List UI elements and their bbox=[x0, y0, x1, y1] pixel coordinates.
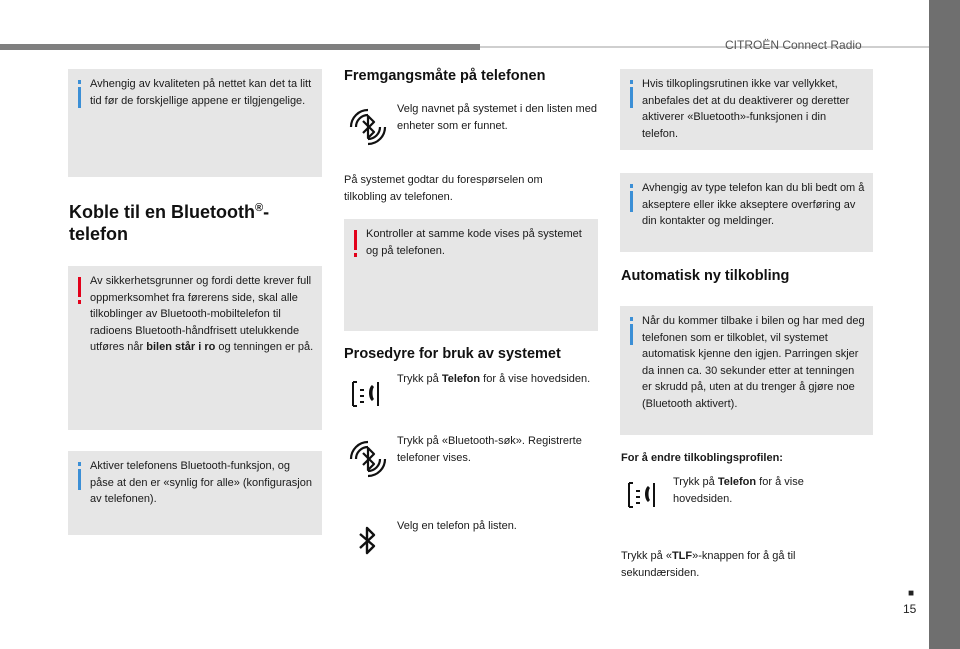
info-text: Hvis tilkoplingsrutinen ikke var vellykket, anbefales det at du deaktiverer og deretter aktiverer «Bluetooth»-funksjonen i din telefon. bbox=[642, 78, 850, 140]
warning-icon bbox=[354, 230, 357, 250]
info-box-2 bbox=[68, 451, 322, 535]
warning-icon-dot bbox=[354, 253, 357, 257]
warning-icon bbox=[78, 277, 81, 297]
info-text: Aktiver telefonens Bluetooth-funksjon, og påse at den er «synlig for alle» (konfigurasjon av telefonen). bbox=[90, 460, 312, 505]
paragraph-tlf bbox=[621, 548, 841, 581]
info-text: Avhengig av type telefon kan du bli bedt om å akseptere eller ikke akseptere overføring av din kontakter og meldinger. bbox=[642, 182, 865, 227]
heading-system-procedure: Prosedyre for bruk av systemet bbox=[344, 346, 561, 362]
phone-icon bbox=[350, 376, 384, 415]
info-icon-bar bbox=[630, 87, 633, 108]
header-rule bbox=[0, 44, 480, 50]
info-text: Når du kommer tilbake i bilen og har med deg telefonen som er tilkoblet, vil systemet automatisk kjenne den igjen. Parringen skjer da innen ca. 30 sekunder etter at tenningen er skrudd på, uten at du trenger å gjøre noe (Bluetooth aktivert). bbox=[642, 315, 865, 410]
registered-mark: ® bbox=[255, 202, 264, 214]
warning-text bbox=[90, 273, 314, 356]
tlf-text-bold: TLF bbox=[671, 550, 693, 562]
brand-label: CITROËN Connect Radio bbox=[725, 38, 862, 52]
bluetooth-scan-icon bbox=[347, 438, 389, 485]
title-text-line2: telefon bbox=[69, 224, 129, 244]
info-icon bbox=[630, 317, 633, 321]
info-box-4 bbox=[620, 173, 873, 252]
step-select-system: Velg navnet på systemet i den listen med enheter som er funnet. bbox=[397, 103, 597, 132]
info-box-3 bbox=[620, 69, 873, 150]
step-text-b: for å vise hovedsiden. bbox=[480, 373, 591, 385]
bluetooth-icon bbox=[357, 524, 379, 563]
title-text: Koble til en Bluetooth bbox=[69, 202, 255, 222]
warning-text-bold: bilen står i ro bbox=[146, 341, 216, 353]
step-select-phone: Velg en telefon på listen. bbox=[397, 520, 517, 532]
info-icon bbox=[78, 462, 81, 466]
step-press-phone-2 bbox=[673, 474, 863, 507]
subheading-profile: For å endre tilkoblingsprofilen: bbox=[621, 452, 783, 464]
side-tab bbox=[929, 0, 960, 649]
section-title bbox=[69, 197, 319, 245]
heading-auto-reconnect: Automatisk ny tilkobling bbox=[621, 268, 790, 284]
warning-box-code bbox=[344, 219, 598, 331]
tlf-text-b: »-knappen for å gå til sekundærsiden. bbox=[621, 550, 796, 579]
info-box-5 bbox=[620, 306, 873, 435]
phone-icon bbox=[626, 477, 660, 516]
info-text: Avhengig av kvaliteten på nettet kan det ta litt tid før de forskjellige appene er tilgjengelige. bbox=[90, 78, 312, 107]
step-bluetooth-search: Trykk på «Bluetooth-søk». Registrerte telefoner vises. bbox=[397, 435, 582, 464]
step-text-bold: Telefon bbox=[441, 373, 481, 385]
warning-text-a: Av sikkerhetsgrunner og fordi dette krever full oppmerksomhet fra førerens side, skal alle tilkoblinger av Bluetooth-mobiltelefon til radioens Bluetooth-håndfrisett utelukkende utføres når bbox=[90, 275, 312, 353]
info-icon bbox=[630, 184, 633, 188]
step-press-phone bbox=[397, 371, 597, 388]
tlf-text-a: Trykk på « bbox=[621, 550, 672, 562]
step-text-b: for å vise hovedsiden. bbox=[673, 476, 804, 505]
info-icon-bar bbox=[78, 87, 81, 108]
bluetooth-scan-icon bbox=[347, 106, 389, 153]
step-text-a: Trykk på bbox=[397, 373, 442, 385]
info-icon-bar bbox=[78, 469, 81, 490]
heading-phone-procedure: Fremgangsmåte på telefonen bbox=[344, 68, 546, 84]
warning-text: Kontroller at samme kode vises på systemet og på telefonen. bbox=[366, 228, 582, 257]
info-box bbox=[68, 69, 322, 177]
step-text-a: Trykk på bbox=[673, 476, 718, 488]
info-icon bbox=[630, 80, 633, 84]
title-hyphen: - bbox=[263, 202, 270, 222]
warning-icon-dot bbox=[78, 300, 81, 304]
page-number: 15 bbox=[903, 602, 917, 616]
header-rule-light bbox=[480, 46, 930, 48]
info-icon-bar bbox=[630, 191, 633, 212]
step-text-bold: Telefon bbox=[717, 476, 757, 488]
info-icon-bar bbox=[630, 324, 633, 345]
warning-box bbox=[68, 266, 322, 430]
paragraph-accept: På systemet godtar du forespørselen om tilkobling av telefonen. bbox=[344, 174, 543, 203]
section-marker: ■ bbox=[908, 588, 915, 599]
info-icon bbox=[78, 80, 81, 84]
warning-text-b: og tenningen er på. bbox=[215, 341, 314, 353]
